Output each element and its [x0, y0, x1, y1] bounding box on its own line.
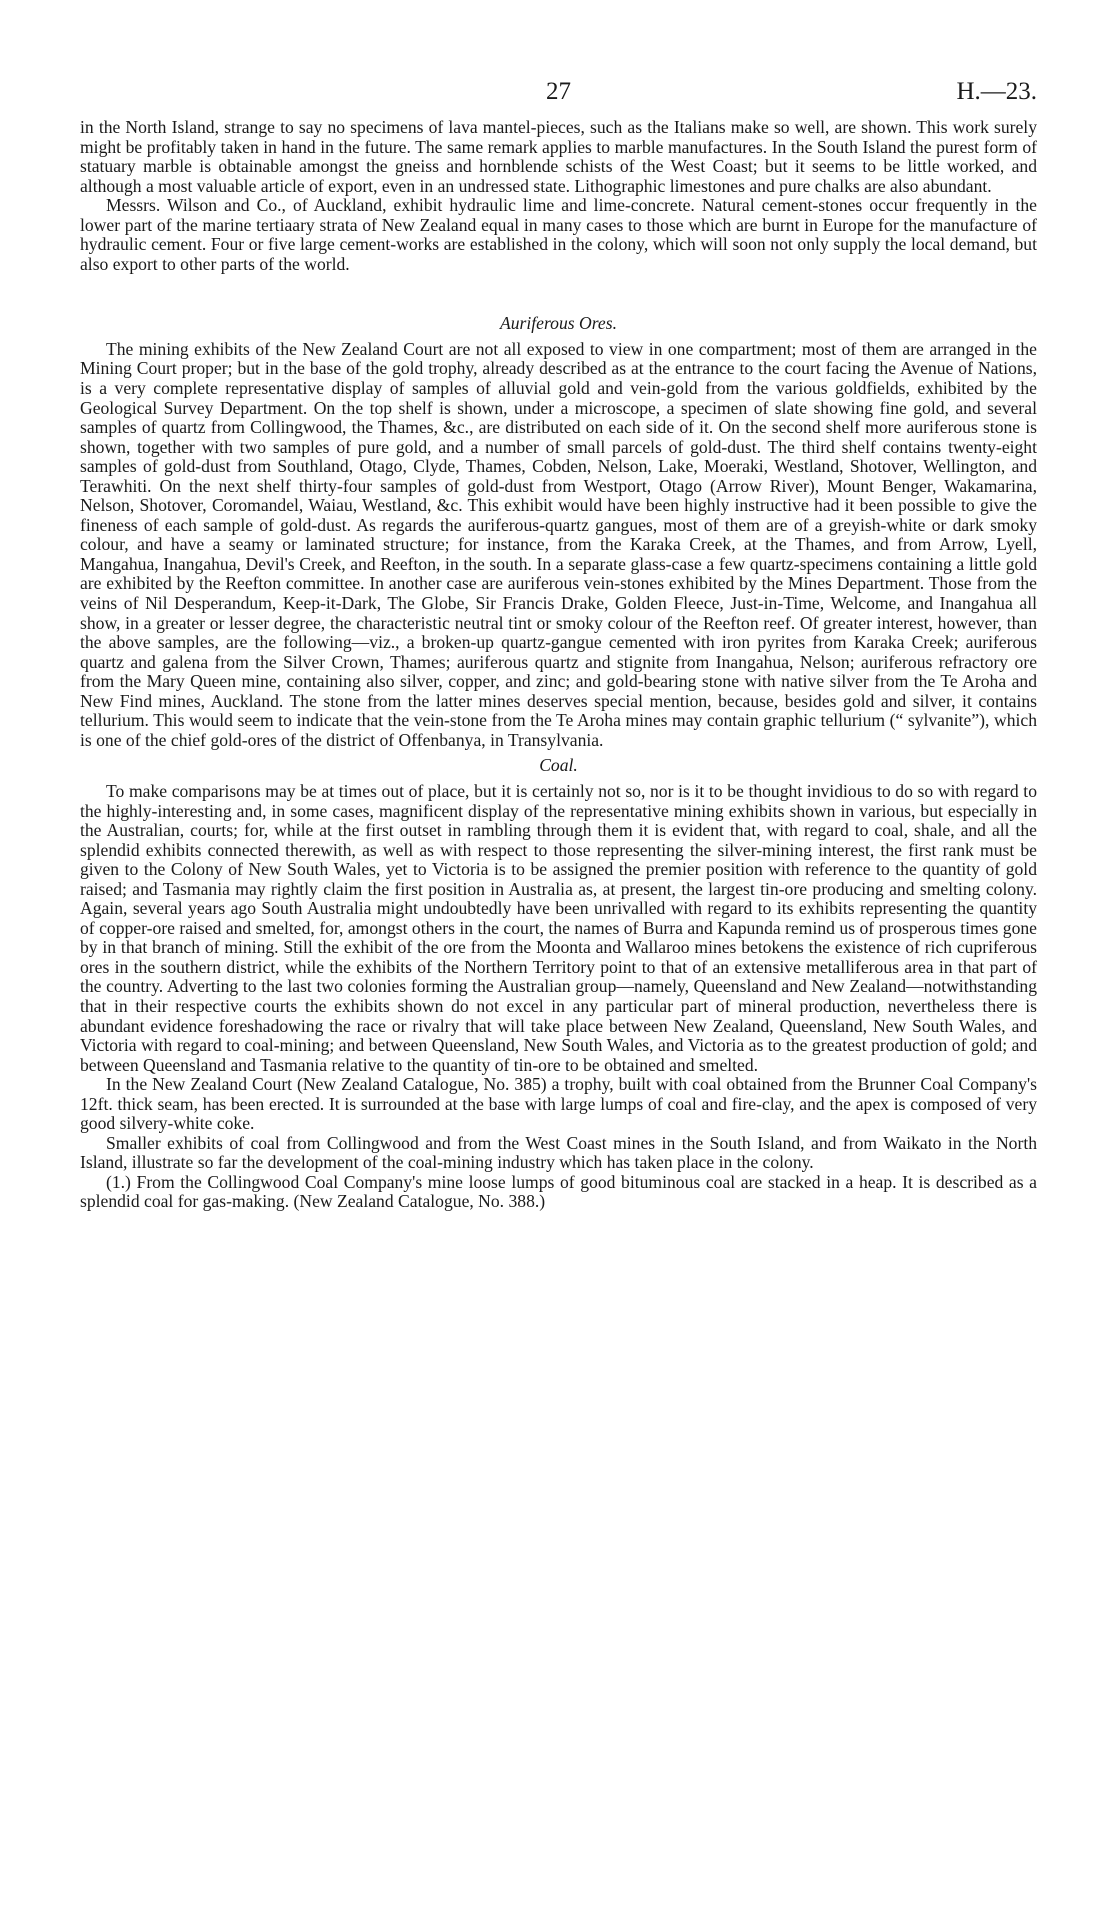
document-reference: H.—23.	[956, 78, 1037, 105]
coal-paragraph-1: To make comparisons may be at times out of place, but it is certainly not so, nor is it to be thought invidious to do so with regard to the highly-interesting and, in some cases, magnificent display of the representative mining exhibits shown in various, but especially in the Australian, courts; for, while at the first outset in rambling through them it is evident that, with regard to coal, shale, and all the splendid exhibits connected therewith, as well as with respect to those representing the silver-mining interest, the first rank must be given to the Colony of New South Wales, yet to Victoria is to be assigned the premier position with reference to the quantity of gold raised; and Tasmania may rightly claim the first position in Australia as, at present, the largest tin-ore producing and smelting colony. Again, several years ago South Australia might undoubtedly have been unrivalled with regard to its exhibits representing the quantity of copper-ore raised and smelted, for, amongst others in the court, the names of Burra and Kapunda remind us of prosperous times gone by in that branch of mining. Still the exhibit of the ore from the Moonta and Wallaroo mines betokens the existence of rich cupriferous ores in the southern district, while the exhibits of the Northern Territory point to that of an extensive metalliferous area in that part of the country. Adverting to the last two colonies forming the Australian group—namely, Queensland and New Zealand—notwithstanding that in their respective courts the exhibits shown do not excel in any particular part of mineral production, nevertheless there is abundant evidence foreshadowing the race or rivalry that will take place between New Zealand, Queensland, New South Wales, and Victoria with regard to coal-mining; and between Queensland, New South Wales, and Victoria as to the greatest production of gold; and between Queensland and Tasmania relative to the quantity of tin-ore to be obtained and smelted.	[80, 780, 1037, 1075]
document-page	[80, 78, 1037, 1212]
coal-paragraph-3: Smaller exhibits of coal from Collingwood and from the West Coast mines in the South Island, and from Waikato in the North Island, illustrate so far the development of the coal-mining industry which has taken place in the colony.	[80, 1132, 1037, 1173]
intro-paragraph-2: Messrs. Wilson and Co., of Auckland, exhibit hydraulic lime and lime-concrete. Natural cement-stones occur frequently in the lower part of the marine tertiaary strata of New Zealand equal in many cases to those which are burnt in Europe for the manufacture of hydraulic cement. Four or five large cement-works are established in the colony, which will soon not only supply the local demand, but also export to other parts of the world.	[80, 195, 1037, 274]
coal-paragraph-2: In the New Zealand Court (New Zealand Catalogue, No. 385) a trophy, built with coal obtained from the Brunner Coal Company's 12ft. thick seam, has been erected. It is surrounded at the base with large lumps of coal and fire-clay, and the apex is composed of very good silvery-white coke.	[80, 1074, 1037, 1134]
running-head	[80, 78, 1037, 118]
intro-paragraph-1: in the North Island, strange to say no specimens of lava mantel-pieces, such as the Italians make so well, are shown. This work surely might be profitably taken in hand in the future. The same remark applies to marble manufactures. In the South Island the purest form of statuary marble is obtainable amongst the gneiss and hornblende schists of the West Coast; but it seems to be little worked, and although a most valuable article of export, even in an undressed state. Lithographic limestones and pure chalks are also abundant.	[80, 117, 1037, 196]
section-heading-coal: Coal.	[539, 755, 578, 776]
section-gap	[80, 274, 1037, 314]
page-number: 27	[546, 78, 571, 105]
auriferous-paragraph-1: The mining exhibits of the New Zealand Court are not all exposed to view in one compartment; most of them are arranged in the Mining Court proper; but in the base of the gold trophy, already described as at the entrance to the court facing the Avenue of Nations, is a very complete representative display of samples of alluvial gold and vein-gold from the various goldfields, exhibited by the Geological Survey Department. On the top shelf is shown, under a microscope, a specimen of slate showing fine gold, and several samples of quartz from Collingwood, the Thames, &c., are distributed on each side of it. On the second shelf more auriferous stone is shown, together with two samples of pure gold, and a number of small parcels of gold-dust. The third shelf contains twenty-eight samples of gold-dust from Southland, Otago, Clyde, Thames, Cobden, Nelson, Lake, Moeraki, Westland, Shotover, Wellington, and Terawhiti. On the next shelf thirty-four samples of gold-dust from Westport, Otago (Arrow River), Mount Benger, Wakamarina, Nelson, Shotover, Coromandel, Waiau, Westland, &c. This exhibit would have been highly instructive had it been possible to give the fineness of each sample of gold-dust. As regards the auriferous-quartz gangues, most of them are of a greyish-white or dark smoky colour, and have a seamy or laminated structure; for instance, from the Karaka Creek, at the Thames, and from Arrow, Lyell, Mangahua, Inangahua, Devil's Creek, and Reefton, in the south. In a separate glass-case a few quartz-specimens containing a little gold are exhibited by the Reefton committee. In another case are auriferous vein-stones exhibited by the Mines Department. Those from the veins of Nil Desperandum, Keep-it-Dark, The Globe, Sir Francis Drake, Golden Fleece, Just-in-Time, Welcome, and Inangahua all show, in a greater or lesser degree, the characteristic neutral tint or smoky colour of the Reefton reef. Of greater interest, however, than the above samples, are the following—viz., a broken-up quartz-gangue cemented with iron pyrites from Karaka Creek; auriferous quartz and galena from the Silver Crown, Thames; auriferous quartz and stignite from Inangahua, Nelson; auriferous refractory ore from the Mary Queen mine, containing also silver, copper, and zinc; and gold-bearing stone with native silver from the Te Aroha and New Find mines, Auckland. The stone from the latter mines deserves special mention, because, besides gold and silver, it contains tellurium. This would seem to indicate that the vein-stone from the Te Aroha mines may contain graphic tellurium (“ sylvanite”), which is one of the chief gold-ores of the district of Offenbanya, in Transylvania.	[80, 338, 1037, 750]
coal-paragraph-4: (1.) From the Collingwood Coal Company's mine loose lumps of good bituminous coal are stacked in a heap. It is described as a splendid coal for gas-making. (New Zealand Catalogue, No. 388.)	[80, 1171, 1037, 1212]
section-heading-auriferous: Auriferous Ores.	[500, 313, 617, 334]
